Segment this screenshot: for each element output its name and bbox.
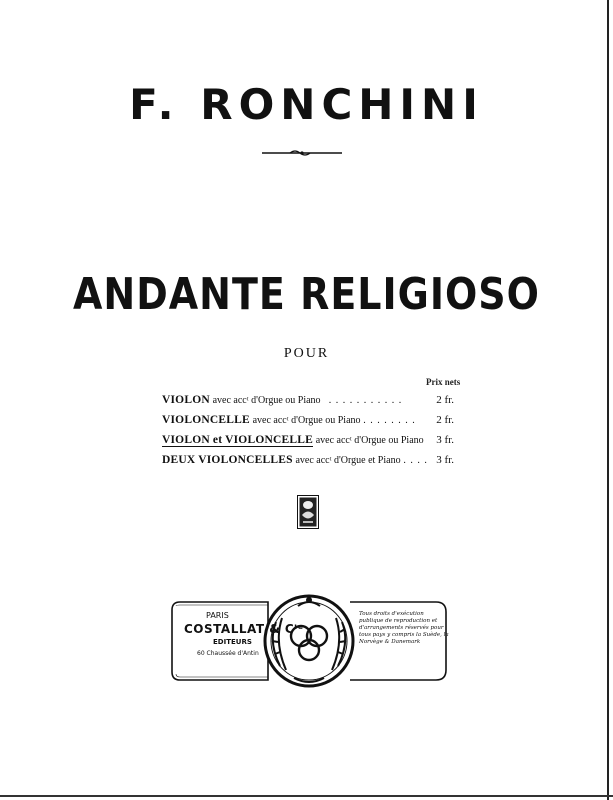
edition-price: 2 fr. bbox=[436, 414, 454, 426]
edition-row bbox=[162, 390, 462, 410]
edition-price: 2 fr. bbox=[436, 394, 454, 406]
edition-instrument: VIOLON bbox=[162, 394, 210, 406]
edition-list bbox=[162, 390, 462, 470]
edition-price: 3 fr. bbox=[436, 434, 454, 446]
publisher-name: COSTALLAT & Cᴵᵉ bbox=[184, 622, 304, 636]
price-header: Prix nets bbox=[426, 377, 461, 387]
pour-label: POUR bbox=[283, 346, 330, 361]
edition-instrument: VIOLON et VIOLONCELLE bbox=[162, 434, 313, 446]
decorative-emblem-icon bbox=[297, 495, 319, 529]
divider-ornament-icon bbox=[262, 148, 342, 158]
edition-dots: . . . . . . . . . . . bbox=[328, 395, 403, 406]
edition-accompaniment: avec accᵗ d'Orgue et Piano bbox=[295, 455, 401, 466]
publisher-city: PARIS bbox=[206, 611, 229, 620]
edition-row bbox=[162, 450, 462, 470]
publisher-rights-notice: Tous droits d'exécution publique de reproduction et d'arrangements réservés pour tous pays y compris la Suède, la Norvège & Danemark bbox=[359, 611, 449, 645]
edition-instrument: DEUX VIOLONCELLES bbox=[162, 454, 293, 466]
piece-title: ANDANTE RELIGIOSO bbox=[73, 268, 540, 320]
composer-name: F. RONCHINI bbox=[129, 80, 484, 129]
edition-accompaniment: avec accᵗ d'Orgue ou Piano bbox=[212, 395, 321, 406]
page-edge-bottom bbox=[0, 795, 613, 797]
edition-price: 3 fr. bbox=[436, 454, 454, 466]
edition-dots: . . . . . . . . bbox=[363, 415, 416, 426]
edition-instrument: VIOLONCELLE bbox=[162, 414, 250, 426]
edition-row bbox=[162, 430, 462, 450]
publisher-address: 60 Chaussée d'Antin bbox=[197, 650, 259, 657]
edition-accompaniment: avec accᵗ d'Orgue ou Piano bbox=[252, 415, 361, 426]
edition-dots: . . . . bbox=[403, 455, 428, 466]
publisher-role: EDITEURS bbox=[213, 638, 252, 646]
edition-accompaniment: avec accᵗ d'Orgue ou Piano bbox=[315, 435, 424, 446]
edition-row bbox=[162, 410, 462, 430]
